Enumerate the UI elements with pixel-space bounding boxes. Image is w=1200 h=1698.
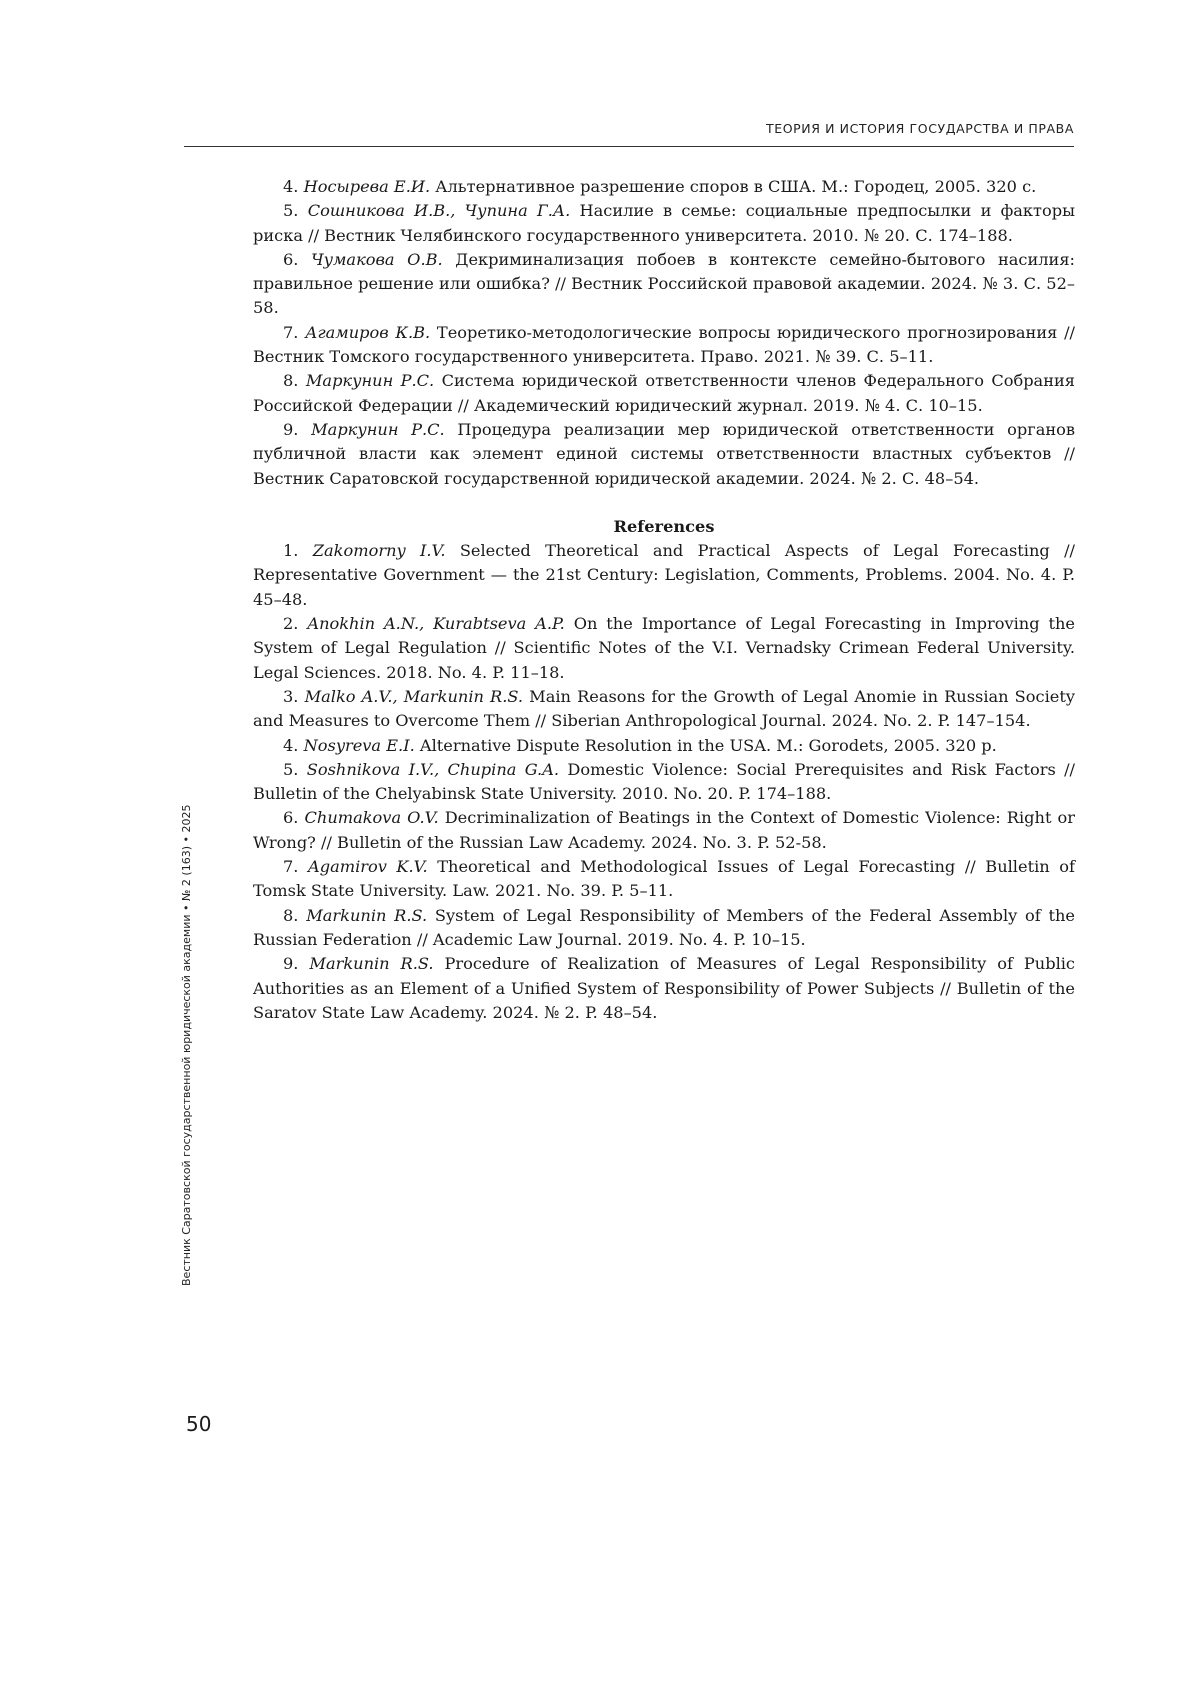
reference-number: 1. — [283, 541, 298, 560]
reference-item — [253, 175, 1075, 199]
reference-text: Selected Theoretical and Practical Aspects of Legal Forecasting // Representative Government — the 21st Century: Legislation, Comments, Problems. 2004. No. 4. P. 45–48. — [253, 541, 1075, 609]
reference-number: 7. — [283, 323, 298, 342]
reference-item — [253, 952, 1075, 1025]
page-number: 50 — [186, 1412, 211, 1436]
reference-number: 8. — [283, 371, 298, 390]
reference-text: Alternative Dispute Resolution in the USA. M.: Gorodets, 2005. 320 p. — [420, 736, 997, 755]
reference-text: On the Importance of Legal Forecasting in Improving the System of Legal Regulation // Scientific Notes of the V.I. Vernadsky Crimean Federal University. Legal Sciences. 2018. No. 4. P. 11–18. — [253, 614, 1075, 682]
reference-authors: Chumakova O.V. — [305, 808, 439, 827]
reference-item — [253, 855, 1075, 904]
reference-text: Декриминализация побоев в контексте семейно-бытового насилия: правильное решение или ошибка? // Вестник Российской правовой академии. 2024. № 3. С. 52–58. — [253, 250, 1075, 318]
reference-number: 9. — [283, 954, 298, 973]
reference-authors: Сошникова И.В., Чупина Г.А. — [308, 201, 571, 220]
reference-item — [253, 369, 1075, 418]
reference-item — [253, 612, 1075, 685]
reference-text: Theoretical and Methodological Issues of Legal Forecasting // Bulletin of Tomsk State University. Law. 2021. No. 39. P. 5–11. — [253, 857, 1075, 900]
reference-item — [253, 199, 1075, 248]
reference-authors: Маркунин Р.С. — [311, 420, 445, 439]
reference-number: 9. — [283, 420, 298, 439]
reference-number: 4. — [283, 736, 298, 755]
reference-text: Насилие в семье: социальные предпосылки и факторы риска // Вестник Челябинского государственного университета. 2010. № 20. С. 174–188. — [253, 201, 1075, 244]
reference-text: Decriminalization of Beatings in the Context of Domestic Violence: Right or Wrong? // Bulletin of the Russian Law Academy. 2024. No. 3. P. 52-58. — [253, 808, 1075, 851]
reference-authors: Agamirov K.V. — [308, 857, 428, 876]
running-header: ТЕОРИЯ И ИСТОРИЯ ГОСУДАРСТВА И ПРАВА — [184, 121, 1074, 136]
reference-authors: Malko A.V., Markunin R.S. — [305, 687, 523, 706]
reference-text: Procedure of Realization of Measures of Legal Responsibility of Public Authorities as an Element of a Unified System of Responsibility of Power Subjects // Bulletin of the Saratov State Law Academy. 2024. № 2. P. 48–54. — [253, 954, 1075, 1022]
reference-text: Теоретико-методологические вопросы юридического прогнозирования // Вестник Томского государственного университета. Право. 2021. № 39. С. 5–11. — [253, 323, 1075, 366]
reference-authors: Zakomorny I.V. — [313, 541, 446, 560]
reference-number: 5. — [283, 201, 298, 220]
reference-text: Main Reasons for the Growth of Legal Anomie in Russian Society and Measures to Overcome Them // Siberian Anthropological Journal. 2024. No. 2. P. 147–154. — [253, 687, 1075, 730]
journal-side-caption: Вестник Саратовской государственной юридической академии • № 2 (163) • 2025 — [180, 786, 193, 1286]
references-heading: References — [253, 515, 1075, 539]
reference-number: 7. — [283, 857, 298, 876]
reference-number: 6. — [283, 250, 298, 269]
reference-number: 3. — [283, 687, 298, 706]
reference-item — [253, 539, 1075, 612]
header-rule — [184, 146, 1074, 147]
reference-authors: Маркунин Р.С. — [306, 371, 434, 390]
reference-authors: Чумакова О.В. — [311, 250, 443, 269]
reference-authors: Soshnikova I.V., Chupina G.A. — [307, 760, 559, 779]
reference-authors: Markunin R.S. — [309, 954, 433, 973]
reference-item — [253, 904, 1075, 953]
reference-authors: Anokhin A.N., Kurabtseva A.P. — [307, 614, 564, 633]
reference-item — [253, 758, 1075, 807]
reference-item — [253, 734, 1075, 758]
reference-item — [253, 418, 1075, 491]
reference-text: Domestic Violence: Social Prerequisites and Risk Factors // Bulletin of the Chelyabinsk State University. 2010. No. 20. P. 174–188. — [253, 760, 1075, 803]
reference-number: 6. — [283, 808, 298, 827]
reference-item — [253, 248, 1075, 321]
reference-item — [253, 685, 1075, 734]
reference-authors: Агамиров К.В. — [305, 323, 430, 342]
reference-item — [253, 321, 1075, 370]
reference-authors: Носырева Е.И. — [304, 177, 431, 196]
reference-authors: Nosyreva E.I. — [304, 736, 415, 755]
reference-item — [253, 806, 1075, 855]
reference-number: 8. — [283, 906, 298, 925]
reference-number: 2. — [283, 614, 298, 633]
reference-text: Альтернативное разрешение споров в США. М.: Городец, 2005. 320 с. — [435, 177, 1036, 196]
reference-text: System of Legal Responsibility of Members of the Federal Assembly of the Russian Federation // Academic Law Journal. 2019. No. 4. P. 10–15. — [253, 906, 1075, 949]
reference-number: 4. — [283, 177, 298, 196]
reference-authors: Markunin R.S. — [306, 906, 427, 925]
references-body — [253, 175, 1075, 1025]
reference-text: Система юридической ответственности членов Федерального Собрания Российской Федерации // Академический юридический журнал. 2019. № 4. С. 10–15. — [253, 371, 1075, 414]
reference-text: Процедура реализации мер юридической ответственности органов публичной власти как элемент единой системы ответственности властных субъектов // Вестник Саратовской государственной юридической академии. 2024. № 2. С. 48–54. — [253, 420, 1075, 488]
reference-number: 5. — [283, 760, 298, 779]
